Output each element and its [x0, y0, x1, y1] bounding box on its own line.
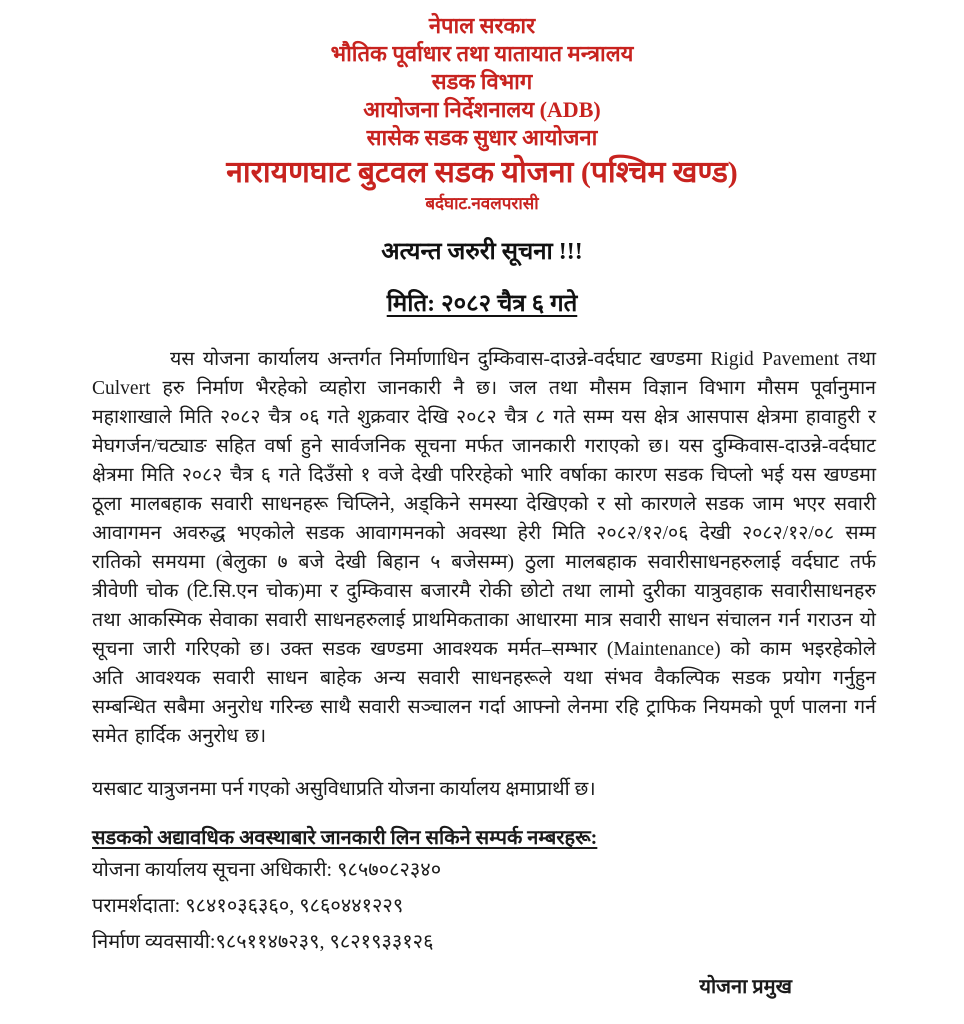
contact-line-contractor: निर्माण व्यवसायी:९८५११४७२३९, ९८२१९३३१२६ — [92, 931, 434, 953]
signature-title: योजना प्रमुख — [699, 976, 792, 998]
letterhead-directorate: आयोजना निर्देशनालय (ADB) — [363, 97, 601, 122]
notice-date: मिति: २०८२ चैत्र ६ गते — [386, 291, 578, 317]
letterhead — [0, 12, 964, 215]
apology-paragraph: यसबाट यात्रुजनमा पर्न गएको असुविधाप्रति योजना कार्यालय क्षमाप्रार्थी छ। — [92, 779, 596, 800]
letterhead-government: नेपाल सरकार — [428, 13, 536, 38]
letterhead-program: सासेक सडक सुधार आयोजना — [366, 125, 598, 150]
contact-section — [92, 824, 876, 960]
main-paragraph: यस योजना कार्यालय अन्तर्गत निर्माणाधिन दुम्किवास-दाउन्ने-वर्दघाट खण्डमा Rigid Pavement तथा Culvert हरु निर्माण भैरहेको व्यहोरा जानकारी नै छ। जल तथा मौसम विज्ञान विभाग मौसम पूर्वानुमान महाशाखाले मिति २०८२ चैत्र ०६ गते शुक्रवार देखि २०८२ चैत्र ८ गते सम्म यस क्षेत्र आसपास क्षेत्रमा हावाहुरी र मेघगर्जन/चट्याङ सहित वर्षा हुने सार्वजनिक सूचना मर्फत जानकारी गराएको छ। यस दुम्किवास-दाउन्ने-वर्दघाट क्षेत्रमा मिति २०८२ चैत्र ६ गते दिउँसो १ वजे देखी परिरहेको भारि वर्षाका कारण सडक चिप्लो भई यस खण्डमा ठूला मालबहाक सवारी साधनहरू चिप्लिने, अड्किने समस्या देखिएको र सो कारणले सडक जाम भएर सवारी आवागमन अवरुद्ध भएकोले सडक आवागमनको अवस्था हेरी मिति २०८२/१२/०६ देखी २०८२/१२/०८ सम्म रातिको समयमा (बेलुका ७ बजे देखी बिहान ५ बजेसम्म) ठुला मालबहाक सवारीसाधनहरुलाई वर्दघाट तर्फ त्रीवेणी चोक (टि.सि.एन चोक)मा र दुम्किवास बजारमै रोकी छोटो तथा लामो दुरीका यात्रुवहाक सवारीसाधनहरु तथा आकस्मिक सेवाका सवारी साधनहरुलाई प्राथमिकताका आधारमा मात्र सवारी साधन संचालन गर्न गराउन यो सूचना जारी गरिएको छ। उक्त सडक खण्डमा आवश्यक मर्मत–सम्भार (Maintenance) को काम भइरहेकोले अति आवश्यक सवारी साधन बाहेक अन्य सवारी साधनहरूले यथा संभव वैकल्पिक सडक प्रयोग गर्नुहुन सम्बन्धित सबैमा अनुरोध गरिन्छ साथै सवारी सञ्चालन गर्दा आफ्नो लेनमा रहि ट्राफिक नियमको पूर्ण पालना गर्न समेत हार्दिक अनुरोध छ। — [92, 349, 876, 747]
letterhead-project-title: नारायणघाट बुटवल सडक योजना (पश्चिम खण्ड) — [226, 156, 738, 189]
urgent-notice-heading: अत्यन्त जरुरी सूचना !!! — [381, 239, 583, 265]
letterhead-department: सडक विभाग — [431, 69, 533, 94]
contact-section-heading: सडकको अद्यावधिक अवस्थाबारे जानकारी लिन सकिने सम्पर्क नम्बरहरू: — [92, 827, 598, 849]
contact-line-information-officer: योजना कार्यालय सूचना अधिकारी: ९८५७०८२३४० — [92, 859, 442, 881]
notice-body — [92, 345, 876, 804]
letterhead-ministry: भौतिक पूर्वाधार तथा यातायात मन्त्रालय — [330, 41, 634, 66]
letterhead-location: बर्दघाट.नवलपरासी — [425, 194, 539, 213]
notice-title-block — [0, 237, 964, 319]
contact-line-consultant: परामर्शदाता: ९८४१०३६३६०, ९८६०४४१२२९ — [92, 895, 404, 917]
